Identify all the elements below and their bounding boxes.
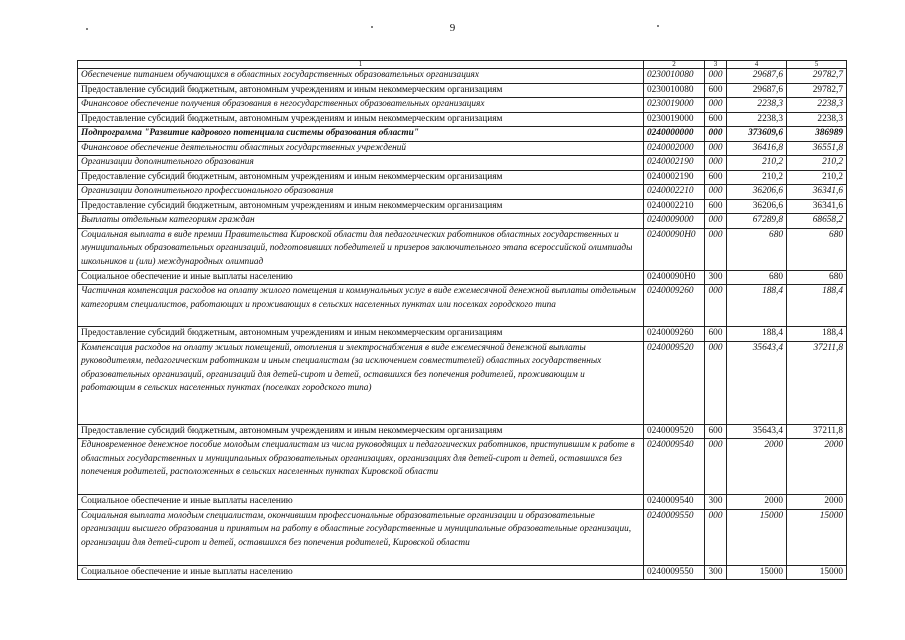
table-row	[78, 565, 847, 580]
cell-csr: 0230010080	[644, 69, 705, 84]
table-row	[78, 199, 847, 214]
cell-v4: 680	[727, 270, 787, 285]
header-cell-2: 2	[644, 61, 705, 69]
cell-v4: 2238,3	[727, 98, 787, 113]
cell-v4: 2000	[727, 495, 787, 510]
cell-v5: 68658,2	[787, 214, 847, 229]
cell-csr: 0240009540	[644, 495, 705, 510]
cell-v4: 188,4	[727, 327, 787, 342]
table-header-row	[78, 61, 847, 69]
cell-csr: 0240002000	[644, 141, 705, 156]
cell-v5: 36341,6	[787, 199, 847, 214]
cell-v5: 29782,7	[787, 69, 847, 84]
cell-name: Единовременное денежное пособие молодым специалистам из числа руководящих и педагогических работников, приступившим к работе в областных государственных и муниципальных образовательных организациях, организациях для детей-сирот и детей, оставшихся без попечения родителей, расположенных в сельских населенных пунктах Кировской области	[78, 439, 644, 495]
header-cell-4: 4	[727, 61, 787, 69]
cell-csr: 0240002210	[644, 199, 705, 214]
cell-csr: 0240009550	[644, 509, 705, 565]
cell-v4: 35643,4	[727, 424, 787, 439]
cell-csr: 0240009520	[644, 341, 705, 424]
cell-name: Выплаты отдельным категориям граждан	[78, 214, 644, 229]
cell-v4: 2000	[727, 439, 787, 495]
table-row	[78, 439, 847, 495]
cell-v4: 210,2	[727, 170, 787, 185]
cell-name: Предоставление субсидий бюджетным, автономным учреждениям и иным некоммерческим организациям	[78, 112, 644, 127]
cell-v5: 15000	[787, 509, 847, 565]
cell-vr: 300	[705, 565, 727, 580]
scan-speck	[371, 26, 373, 28]
cell-v5: 36341,6	[787, 185, 847, 200]
cell-csr: 0240002190	[644, 170, 705, 185]
cell-v5: 2238,3	[787, 98, 847, 113]
cell-name: Финансовое обеспечение получения образования в негосударственных образовательных организациях	[78, 98, 644, 113]
cell-csr: 0240009000	[644, 214, 705, 229]
table-row	[78, 69, 847, 84]
cell-v4: 29687,6	[727, 69, 787, 84]
cell-vr: 000	[705, 341, 727, 424]
cell-name: Организации дополнительного профессионального образования	[78, 185, 644, 200]
cell-vr: 000	[705, 285, 727, 327]
page-number: 9	[449, 22, 456, 34]
cell-v5: 210,2	[787, 156, 847, 171]
header-cell-5: 5	[787, 61, 847, 69]
cell-v5: 15000	[787, 565, 847, 580]
cell-csr: 0240009260	[644, 327, 705, 342]
header-cell-3: 3	[705, 61, 727, 69]
cell-csr: 02400090Н0	[644, 228, 705, 270]
table-row	[78, 185, 847, 200]
cell-v5: 680	[787, 270, 847, 285]
cell-vr: 600	[705, 170, 727, 185]
cell-csr: 0240009520	[644, 424, 705, 439]
cell-vr: 600	[705, 112, 727, 127]
cell-name: Организации дополнительного образования	[78, 156, 644, 171]
cell-v4: 188,4	[727, 285, 787, 327]
table-row	[78, 509, 847, 565]
cell-v4: 680	[727, 228, 787, 270]
table-row	[78, 127, 847, 142]
cell-vr: 000	[705, 98, 727, 113]
cell-vr: 000	[705, 509, 727, 565]
cell-v5: 29782,7	[787, 83, 847, 98]
cell-v4: 35643,4	[727, 341, 787, 424]
table-row	[78, 327, 847, 342]
cell-v4: 36416,8	[727, 141, 787, 156]
cell-vr: 600	[705, 424, 727, 439]
table-row	[78, 228, 847, 270]
cell-csr: 0240009260	[644, 285, 705, 327]
cell-name: Социальное обеспечение и иные выплаты населению	[78, 495, 644, 510]
cell-name: Социальное обеспечение и иные выплаты населению	[78, 270, 644, 285]
cell-name: Финансовое обеспечение деятельности областных государственных учреждений	[78, 141, 644, 156]
cell-name: Обеспечение питанием обучающихся в областных государственных образовательных организациях	[78, 69, 644, 84]
cell-v4: 36206,6	[727, 199, 787, 214]
cell-name: Социальная выплата молодым специалистам, окончившим профессиональные образовательные организации и образовательные организации высшего образования и принятым на работу в областные государственные и муниципальные образовательные организации, организации для детей-сирот и детей, оставшихся без попечения родителей, Кировской области	[78, 509, 644, 565]
cell-v4: 2238,3	[727, 112, 787, 127]
table-row	[78, 341, 847, 424]
cell-vr: 000	[705, 228, 727, 270]
cell-vr: 600	[705, 83, 727, 98]
scan-speck	[86, 28, 88, 30]
table-row	[78, 83, 847, 98]
cell-csr: 0240009540	[644, 439, 705, 495]
cell-v4: 67289,8	[727, 214, 787, 229]
cell-name: Предоставление субсидий бюджетным, автономным учреждениям и иным некоммерческим организациям	[78, 83, 644, 98]
cell-vr: 000	[705, 185, 727, 200]
cell-name: Предоставление субсидий бюджетным, автономным учреждениям и иным некоммерческим организациям	[78, 327, 644, 342]
cell-csr: 0230010080	[644, 83, 705, 98]
cell-v5: 386989	[787, 127, 847, 142]
cell-v4: 373609,6	[727, 127, 787, 142]
cell-v5: 188,4	[787, 285, 847, 327]
cell-v5: 188,4	[787, 327, 847, 342]
cell-v5: 210,2	[787, 170, 847, 185]
cell-v4: 15000	[727, 565, 787, 580]
table-row	[78, 141, 847, 156]
cell-name: Подпрограмма "Развитие кадрового потенциала системы образования области"	[78, 127, 644, 142]
cell-csr: 02400090Н0	[644, 270, 705, 285]
cell-v4: 210,2	[727, 156, 787, 171]
cell-csr: 0240002190	[644, 156, 705, 171]
cell-vr: 000	[705, 439, 727, 495]
cell-v5: 37211,8	[787, 424, 847, 439]
table-row	[78, 214, 847, 229]
cell-vr: 600	[705, 199, 727, 214]
cell-name: Предоставление субсидий бюджетным, автономным учреждениям и иным некоммерческим организациям	[78, 170, 644, 185]
table-row	[78, 285, 847, 327]
header-cell-1: 1	[78, 61, 644, 69]
table-row	[78, 98, 847, 113]
cell-v5: 2000	[787, 495, 847, 510]
cell-vr: 000	[705, 214, 727, 229]
cell-name: Частичная компенсация расходов на оплату жилого помещения и коммунальных услуг в виде ежемесячной денежной выплаты отдельным категориям специалистов, работающих и проживающих в сельских населенных пунктах или поселках городского типа	[78, 285, 644, 327]
cell-v5: 37211,8	[787, 341, 847, 424]
cell-vr: 000	[705, 156, 727, 171]
cell-v4: 36206,6	[727, 185, 787, 200]
cell-csr: 0240000000	[644, 127, 705, 142]
cell-name: Предоставление субсидий бюджетным, автономным учреждениям и иным некоммерческим организациям	[78, 199, 644, 214]
cell-v4: 29687,6	[727, 83, 787, 98]
cell-csr: 0230019000	[644, 98, 705, 113]
cell-csr: 0240009550	[644, 565, 705, 580]
cell-v5: 680	[787, 228, 847, 270]
cell-v5: 2000	[787, 439, 847, 495]
cell-vr: 000	[705, 127, 727, 142]
table-row	[78, 495, 847, 510]
cell-vr: 300	[705, 495, 727, 510]
table-row	[78, 112, 847, 127]
cell-v4: 15000	[727, 509, 787, 565]
table-row	[78, 424, 847, 439]
cell-name: Социальное обеспечение и иные выплаты населению	[78, 565, 644, 580]
cell-vr: 000	[705, 141, 727, 156]
budget-table	[77, 60, 847, 580]
cell-csr: 0230019000	[644, 112, 705, 127]
cell-name: Социальная выплата в виде премии Правительства Кировской области для педагогических работников областных государственных и муниципальных образовательных организаций, подготовивших победителей и призеров заключительного этапа всероссийской олимпиады школьников и (или) международных олимпиад	[78, 228, 644, 270]
table-row	[78, 270, 847, 285]
cell-name: Предоставление субсидий бюджетным, автономным учреждениям и иным некоммерческим организациям	[78, 424, 644, 439]
cell-v5: 36551,8	[787, 141, 847, 156]
cell-name: Компенсация расходов на оплату жилых помещений, отопления и электроснабжения в виде ежемесячной денежной выплаты руководителям, педагогическим работникам и иным специалистам (за исключением совместителей) областных государственных образовательных организаций, организаций для детей-сирот и детей, оставшихся без попечения родителей, проживающим и работающим в сельских населенных пунктах (поселках городского типа)	[78, 341, 644, 424]
cell-vr: 300	[705, 270, 727, 285]
cell-csr: 0240002210	[644, 185, 705, 200]
cell-vr: 600	[705, 327, 727, 342]
scan-speck	[657, 25, 659, 27]
table-row	[78, 156, 847, 171]
table-row	[78, 170, 847, 185]
cell-v5: 2238,3	[787, 112, 847, 127]
cell-vr: 000	[705, 69, 727, 84]
